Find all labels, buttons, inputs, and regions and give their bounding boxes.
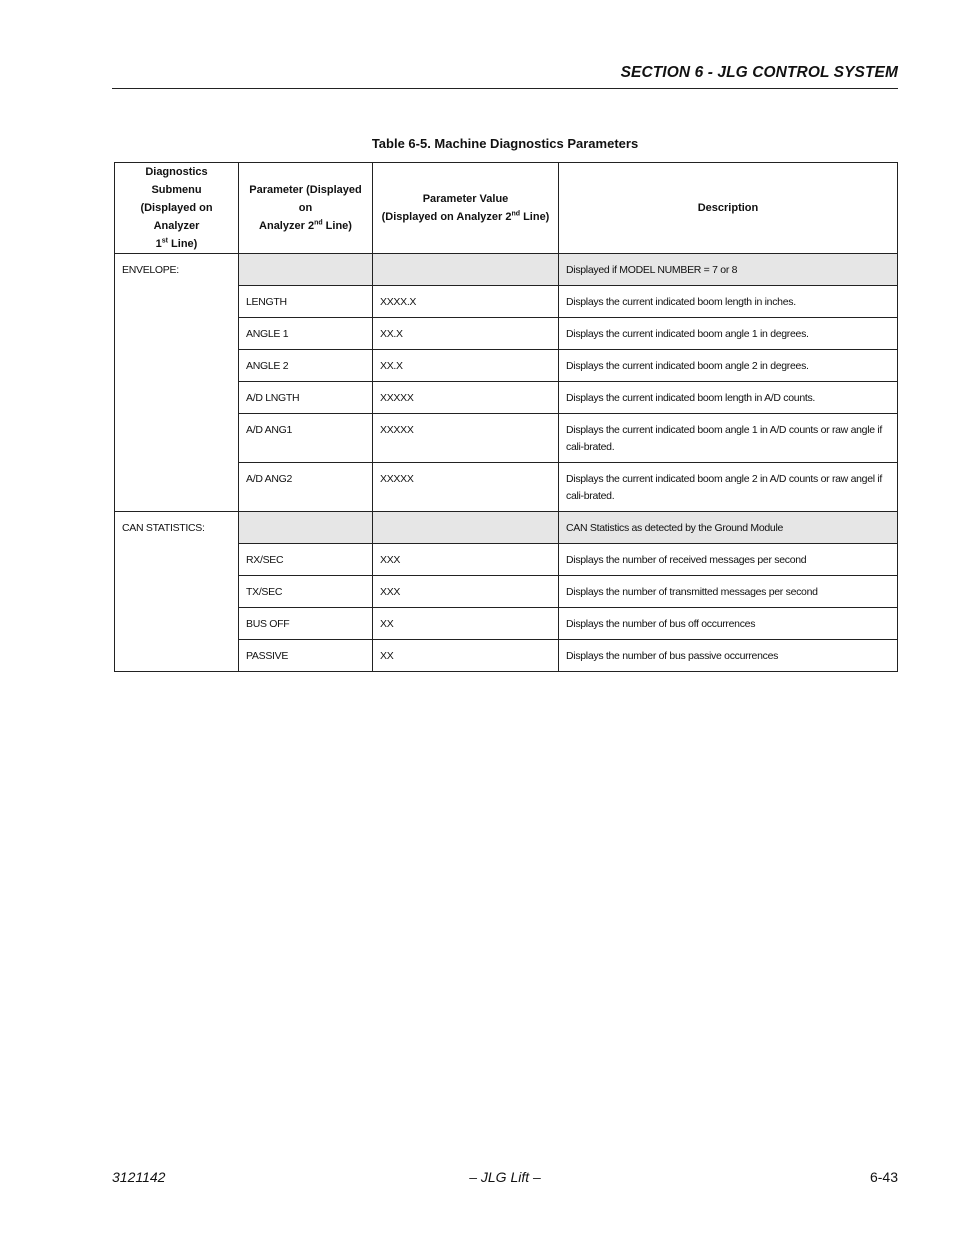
- value-cell: XX.X: [373, 350, 559, 382]
- value-cell: XX.X: [373, 318, 559, 350]
- page-footer: [112, 1169, 898, 1189]
- value-cell: XX: [373, 608, 559, 640]
- page-number: 6-43: [869, 1169, 898, 1185]
- description-cell: Displayed if MODEL NUMBER = 7 or 8: [559, 254, 898, 286]
- parameter-cell: BUS OFF: [239, 608, 373, 640]
- parameter-cell: RX/SEC: [239, 544, 373, 576]
- parameter-cell: [239, 512, 373, 544]
- value-cell: XXXXX: [373, 414, 559, 463]
- column-header-parameter: Parameter (Displayed on Analyzer 2nd Line): [239, 163, 373, 254]
- parameter-cell: A/D ANG2: [239, 463, 373, 512]
- diagnostics-table: [114, 162, 898, 672]
- header-rule: [112, 88, 898, 89]
- parameter-cell: ANGLE 2: [239, 350, 373, 382]
- group-row-envelope: [115, 254, 898, 286]
- section-title: SECTION 6 - JLG CONTROL SYSTEM: [620, 64, 898, 81]
- table-caption: Table 6-5. Machine Diagnostics Parameters: [371, 136, 639, 151]
- group-row-can-statistics: [115, 512, 898, 544]
- description-cell: Displays the current indicated boom angle 2 in degrees.: [559, 350, 898, 382]
- submenu-cell: ENVELOPE:: [115, 254, 239, 512]
- value-cell: XXXXX: [373, 463, 559, 512]
- value-cell: [373, 254, 559, 286]
- parameter-cell: LENGTH: [239, 286, 373, 318]
- description-cell: Displays the current indicated boom angle 1 in degrees.: [559, 318, 898, 350]
- parameter-cell: A/D LNGTH: [239, 382, 373, 414]
- document-number: 3121142: [112, 1169, 166, 1185]
- parameter-cell: [239, 254, 373, 286]
- value-cell: XXX: [373, 576, 559, 608]
- parameter-cell: TX/SEC: [239, 576, 373, 608]
- description-cell: Displays the number of transmitted messages per second: [559, 576, 898, 608]
- description-cell: Displays the number of received messages per second: [559, 544, 898, 576]
- description-cell: Displays the number of bus off occurrences: [559, 608, 898, 640]
- value-cell: XXX: [373, 544, 559, 576]
- description-cell: Displays the current indicated boom angle 1 in A/D counts or raw angle if cali-brated.: [559, 414, 898, 463]
- value-cell: XXXX.X: [373, 286, 559, 318]
- column-header-value: Parameter Value (Displayed on Analyzer 2nd Line): [373, 163, 559, 254]
- description-cell: CAN Statistics as detected by the Ground Module: [559, 512, 898, 544]
- submenu-cell: CAN STATISTICS:: [115, 512, 239, 672]
- value-cell: XX: [373, 640, 559, 672]
- parameter-cell: A/D ANG1: [239, 414, 373, 463]
- value-cell: XXXXX: [373, 382, 559, 414]
- table-header-row: [115, 163, 898, 254]
- value-cell: [373, 512, 559, 544]
- column-header-submenu: Diagnostics Submenu (Displayed on Analyzer 1st Line): [115, 163, 239, 254]
- description-cell: Displays the number of bus passive occurrences: [559, 640, 898, 672]
- description-cell: Displays the current indicated boom length in inches.: [559, 286, 898, 318]
- description-cell: Displays the current indicated boom angle 2 in A/D counts or raw angel if cali-brated.: [559, 463, 898, 512]
- parameter-cell: ANGLE 1: [239, 318, 373, 350]
- description-cell: Displays the current indicated boom length in A/D counts.: [559, 382, 898, 414]
- parameter-cell: PASSIVE: [239, 640, 373, 672]
- column-header-description: Description: [559, 163, 898, 254]
- footer-title: – JLG Lift –: [469, 1169, 541, 1185]
